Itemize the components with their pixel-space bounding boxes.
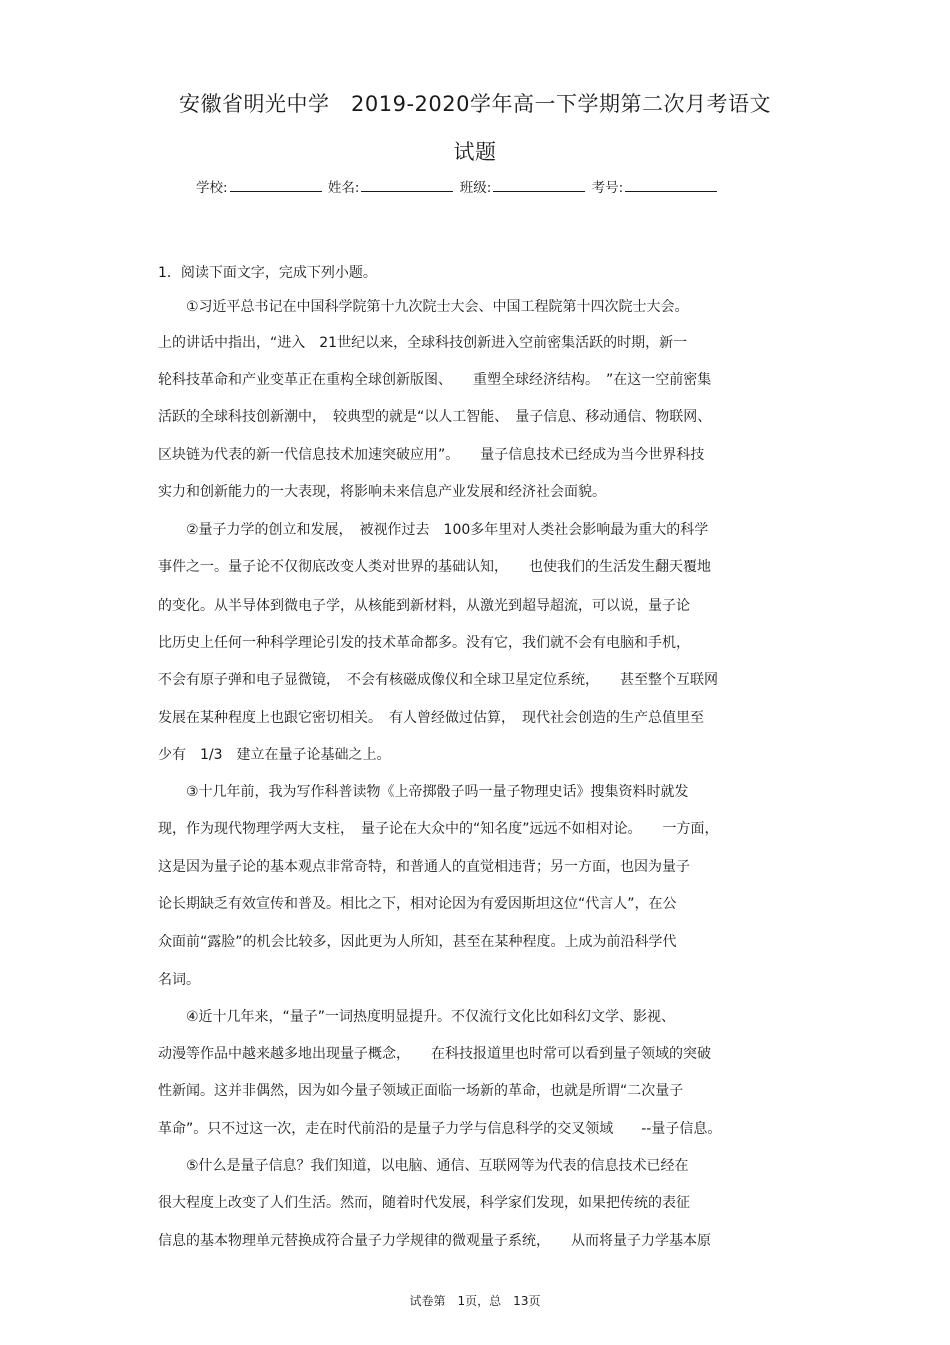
question-line: 论长期缺乏有效宣传和普及。相比之下，相对论因为有爱因斯坦这位“代言人”，在公 (158, 896, 677, 912)
question-line: 动漫等作品中越来越多地出现量子概念， 在科技报道里也时常可以看到量子领域的突破 (158, 1046, 711, 1062)
question-line: ③十几年前，我为写作科普读物《上帝掷骰子吗一量子物理史话》搜集资料时就发 (158, 784, 689, 800)
question-line: 比历史上任何一种科学理论引发的技术革命都多。没有它，我们就不会有电脑和手机， (158, 635, 690, 651)
question-line: 名词。 (158, 972, 200, 988)
question-line: 活跃的全球科技创新潮中， 较典型的就是“以人工智能、 量子信息、移动通信、物联网、 (158, 409, 712, 425)
question-line: ⑤什么是量子信息？我们知道，以电脑、通信、互联网等为代表的信息技术已经在 (158, 1158, 689, 1174)
question-line: 信息的基本物理单元替换成符合量子力学规律的微观量子系统， 从而将量子力学基本原 (158, 1233, 711, 1249)
school-label: 学校: (196, 180, 228, 196)
name-label: 姓名: (327, 180, 360, 196)
question-line: 很大程度上改变了人们生活。然而，随着时代发展，科学家们发现，如果把传统的表征 (158, 1195, 690, 1211)
question-line: ①习近平总书记在中国科学院第十九次院士大会、中国工程院第十四次院士大会。 (158, 299, 689, 315)
question-line: 众面前“露脸”的机会比较多，因此更为人所知，甚至在某种程度。上成为前沿科学代 (158, 934, 677, 950)
question-line: 区块链为代表的新一代信息技术加速突破应用”。 量子信息技术已经成为当今世界科技 (158, 447, 705, 463)
question-line: ②量子力学的创立和发展， 被视作过去 100多年里对人类社会影响最为重大的科学 (158, 522, 709, 538)
question-line: 的变化。从半导体到微电子学，从核能到新材料，从激光到超导超流，可以说，量子论 (158, 598, 690, 614)
question-line: 轮科技革命和产业变革正在重构全球创新版图、 重塑全球经济结构。 ”在这一空前密集 (158, 372, 712, 388)
exam-number-field[interactable] (625, 179, 717, 192)
exam-number-label: 考号: (591, 180, 624, 196)
exam-title-continued: 试题 (453, 140, 497, 164)
question-line: 这是因为量子论的基本观点非常奇特，和普通人的直觉相违背；另一方面，也因为量子 (158, 859, 690, 875)
class-field[interactable] (493, 179, 585, 192)
question-line: 不会有原子弹和电子显微镜， 不会有核磁成像仪和全球卫星定位系统， 甚至整个互联网 (158, 672, 718, 688)
exam-title: 安徽省明光中学 2019-2020学年高一下学期第二次月考语文 (179, 92, 771, 116)
page-footer: 试卷第 1页，总 13页 (409, 1294, 541, 1308)
question-line: 革命”。只不过这一次，走在时代前沿的是量子力学与信息科学的交叉领域 --量子信息。 (158, 1121, 722, 1137)
question-line: ④近十几年来，“量子”一词热度明显提升。不仅流行文化比如科幻文学、影视、 (158, 1009, 676, 1025)
school-field[interactable] (230, 179, 322, 192)
question-line: 发展在某种程度上也跟它密切相关。 有人曾经做过估算， 现代社会创造的生产总值里至 (158, 710, 704, 726)
class-label: 班级: (459, 180, 492, 196)
student-info-row (196, 176, 719, 196)
question-line: 实力和创新能力的一大表现，将影响未来信息产业发展和经济社会面貌。 (158, 484, 606, 500)
name-field[interactable] (361, 179, 453, 192)
question-line: 事件之一。量子论不仅彻底改变人类对世界的基础认知， 也使我们的生活发生翻天覆地 (158, 559, 711, 575)
question-line: 少有 1/3 建立在量子论基础之上。 (158, 747, 391, 763)
question-line: 现，作为现代物理学两大支柱， 量子论在大众中的“知名度”远远不如相对论。 一方面， (158, 821, 719, 837)
question-line: 上的讲话中指出，“进入 21世纪以来，全球科技创新进入空前密集活跃的时期，新一 (158, 335, 688, 351)
question-line: 1．阅读下面文字，完成下列小题。 (158, 265, 377, 281)
question-line: 性新闻。这并非偶然，因为如今量子领域正面临一场新的革命，也就是所谓“二次量子 (158, 1083, 684, 1099)
